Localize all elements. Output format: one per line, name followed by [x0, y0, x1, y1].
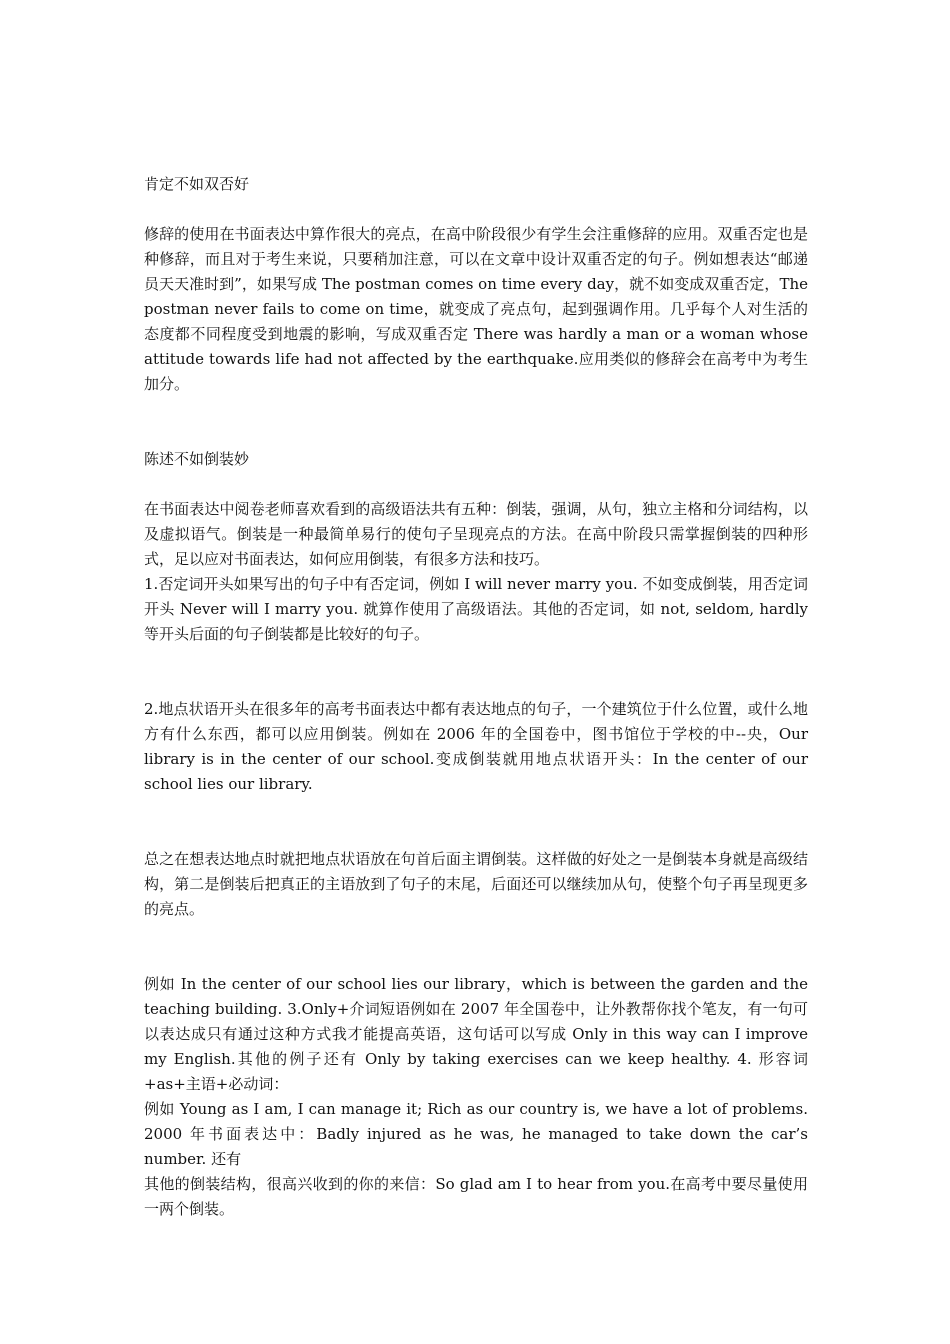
paragraph-point-1: 1.否定词开头如果写出的句子中有否定词，例如 I will never marry you. 不如变成倒装，用否定词开头 Never will I marry you. 就算作使用了高级语法。其他的否定词，如 not, seldom, hardly 等开头后面的句子倒装都是比较好的句子。 — [144, 575, 808, 643]
spacer — [144, 797, 808, 847]
spacer — [144, 922, 808, 972]
paragraph-summary: 总之在想表达地点时就把地点状语放在句首后面主谓倒装。这样做的好处之一是倒装本身就是高级结构，第二是倒装后把真正的主语放到了句子的末尾，后面还可以继续加从句，使整个句子再呈现更多的亮点。 — [144, 850, 808, 918]
paragraph-example: 例如 In the center of our school lies our library，which is between the garden and the teaching building. 3.Only+介词短语例如在 2007 年全国卷中，让外教帮你找个笔友，有一句可以表达成只有通过这种方式我才能提高英语，这句话可以写成 Only in this way can I improve my English.其他的例子还有 Only by taking exercises can we keep healthy. 4. 形容词+as+主语+必动词： — [144, 975, 808, 1093]
spacer — [144, 647, 808, 697]
spacer — [144, 197, 808, 222]
paragraph-double-negative: 修辞的使用在书面表达中算作很大的亮点，在高中阶段很少有学生会注重修辞的应用。双重否定也是种修辞，而且对于考生来说，只要稍加注意，可以在文章中设计双重否定的句子。例如想表达“邮递员天天准时到”，如果写成 The postman comes on time every day，就不如变成双重否定，The postman never fails to come on time，就变成了亮点句，起到强调作用。几乎每个人对生活的态度都不同程度受到地震的影响，写成双重否定 There was hardly a man or a woman whose attitude towards life had not affected by the earthquake.应用类似的修辞会在高考中为考生加分。 — [144, 225, 808, 393]
document-body — [144, 172, 808, 1222]
paragraph-example-2: 例如 Young as I am, I can manage it; Rich as our country is, we have a lot of problems. 2000 年书面表达中：Badly injured as he was, he managed to take down the car’s number. 还有 — [144, 1100, 808, 1168]
spacer — [144, 397, 808, 447]
paragraph-closing: 其他的倒装结构，很高兴收到的你的来信：So glad am I to hear from you.在高考中要尽量使用一两个倒装。 — [144, 1175, 808, 1218]
section-heading-inversion: 陈述不如倒装妙 — [144, 450, 250, 468]
paragraph-inversion-intro: 在书面表达中阅卷老师喜欢看到的高级语法共有五种：倒装，强调，从句，独立主格和分词结构，以及虚拟语气。倒装是一种最简单易行的使句子呈现亮点的方法。在高中阶段只需掌握倒装的四种形式，足以应对书面表达，如何应用倒装，有很多方法和技巧。 — [144, 500, 808, 568]
spacer — [144, 472, 808, 497]
paragraph-point-2: 2.地点状语开头在很多年的高考书面表达中都有表达地点的句子，一个建筑位于什么位置，或什么地方有什么东西，都可以应用倒装。例如在 2006 年的全国卷中，图书馆位于学校的中--央，Our library is in the center of our school.变成倒装就用地点状语开头：In the center of our school lies our library. — [144, 700, 808, 793]
section-heading-double-negative: 肯定不如双否好 — [144, 175, 250, 193]
